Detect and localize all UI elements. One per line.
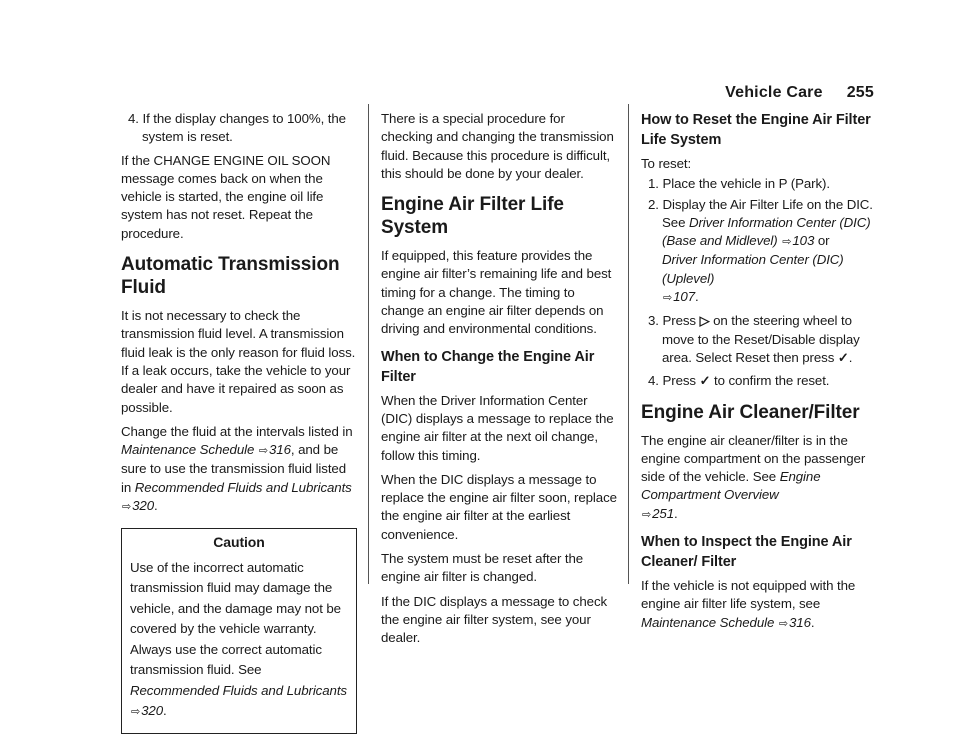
section-heading: Engine Air Filter Life System: [381, 194, 564, 239]
column-2: [381, 110, 617, 654]
cross-reference-link[interactable]: Maintenance Schedule: [641, 614, 775, 630]
page-ref-icon: ⇨: [642, 508, 652, 521]
column-divider: [628, 104, 629, 584]
next-arrow-icon: ▷: [699, 313, 710, 329]
cross-reference-link[interactable]: Maintenance Schedule: [121, 442, 255, 458]
column-3: [641, 110, 877, 639]
list-item: 4. If the display changes to 100%, the system is reset.: [128, 111, 346, 145]
page-header: [725, 84, 874, 102]
page-ref-number[interactable]: 316: [269, 442, 291, 458]
list-item: 3. Press ▷ on the steering wheel to move to the Reset/Disable display area. Select Reset then press ✓.: [648, 313, 860, 365]
cross-reference-link[interactable]: Driver Information Center (DIC) (Base and Midlevel): [662, 214, 871, 249]
paragraph: If equipped, this feature provides the engine air filter’s remaining life and best timing for a change. The timing to change an engine air filter depends on driving and environmental conditions.: [381, 248, 612, 337]
paragraph: When the DIC displays a message to replace the engine air filter soon, replace the engine air filter at the earliest convenience.: [381, 471, 617, 542]
column-divider: [368, 104, 369, 584]
paragraph: The engine air cleaner/filter is in the engine compartment on the passenger side of the vehicle. See Engine Compartment Overview ⇨251.: [641, 432, 866, 521]
paragraph: If the vehicle is not equipped with the engine air filter life system, see Maintenance Schedule ⇨316.: [641, 578, 856, 630]
page-ref-number[interactable]: 320: [141, 703, 164, 719]
list-item: 2. Display the Air Filter Life on the DIC. See Driver Information Center (DIC) (Base and Midlevel) ⇨103 or Driver Information Center (DIC) (Uplevel) ⇨107.: [648, 196, 873, 305]
page-ref-icon: ⇨: [258, 445, 269, 458]
paragraph: To reset:: [641, 156, 692, 171]
page-ref-number[interactable]: 251: [652, 505, 675, 521]
list-item: 1. Place the vehicle in P (Park).: [648, 176, 830, 192]
paragraph: When the Driver Information Center (DIC) displays a message to replace the engine air filter at the next oil change, follow this timing.: [381, 392, 614, 463]
paragraph: If the DIC displays a message to check the engine air filter system, see your dealer.: [381, 593, 608, 646]
cross-reference-link[interactable]: Driver Information Center (DIC) (Uplevel): [662, 252, 844, 286]
cross-reference-link[interactable]: Engine Compartment Overview: [641, 469, 821, 503]
page-ref-number[interactable]: 107: [673, 289, 696, 305]
paragraph: If the CHANGE ENGINE OIL SOON message comes back on when the vehicle is started, the engine oil life system has not reset. Repeat the procedure.: [121, 152, 331, 241]
paragraph: The system must be reset after the engine air filter is changed.: [381, 551, 584, 585]
section-heading: Engine Air Cleaner/Filter: [641, 401, 860, 423]
page-ref-number[interactable]: 103: [792, 233, 815, 249]
subsection-heading: When to Change the Engine Air Filter: [381, 348, 595, 385]
paragraph: Change the fluid at the intervals listed in Maintenance Schedule ⇨316, and be sure to use the transmission fluid listed in Recommended Fluids and Lubricants ⇨320.: [121, 423, 353, 514]
page-number: 255: [846, 84, 874, 101]
page-ref-number[interactable]: 320: [132, 498, 155, 514]
page-ref-icon: ⇨: [122, 501, 132, 514]
page-ref-icon: ⇨: [778, 617, 789, 630]
paragraph: It is not necessary to check the transmission fluid level. A transmission fluid leak is the only reason for fluid loss. If a leak occurs, take the vehicle to your dealer and have it repaired as soon as possible.: [121, 308, 356, 415]
section-heading: Automatic Transmission Fluid: [121, 254, 340, 299]
page-ref-icon: ⇨: [131, 706, 141, 719]
page-ref-number[interactable]: 316: [789, 614, 811, 630]
subsection-heading: When to Inspect the Engine Air Cleaner/ Filter: [641, 534, 852, 571]
column-1: [121, 110, 357, 734]
checkmark-icon: ✓: [699, 373, 711, 389]
cross-reference-link[interactable]: Recommended Fluids and Lubricants: [134, 479, 352, 495]
section-title: Vehicle Care: [725, 84, 823, 101]
cross-reference-link[interactable]: Recommended Fluids and Lubricants: [130, 682, 347, 698]
caution-text: Use of the incorrect automatic transmission fluid may damage the vehicle, and the damage may not be covered by the vehicle warranty. Always use the correct automatic transmission fluid. See Recommended Fluids and Lubricants ⇨320.: [130, 559, 347, 719]
list-item: 4. Press ✓ to confirm the reset.: [648, 373, 830, 389]
caution-box: [121, 528, 357, 733]
page-ref-icon: ⇨: [663, 292, 673, 305]
checkmark-icon: ✓: [837, 349, 849, 365]
paragraph: There is a special procedure for checking and changing the transmission fluid. Because this procedure is difficult, this should be done by your dealer.: [381, 111, 614, 181]
subsection-heading: How to Reset the Engine Air Filter Life System: [641, 112, 871, 148]
page-ref-icon: ⇨: [782, 236, 792, 249]
caution-title: Caution: [213, 534, 265, 551]
